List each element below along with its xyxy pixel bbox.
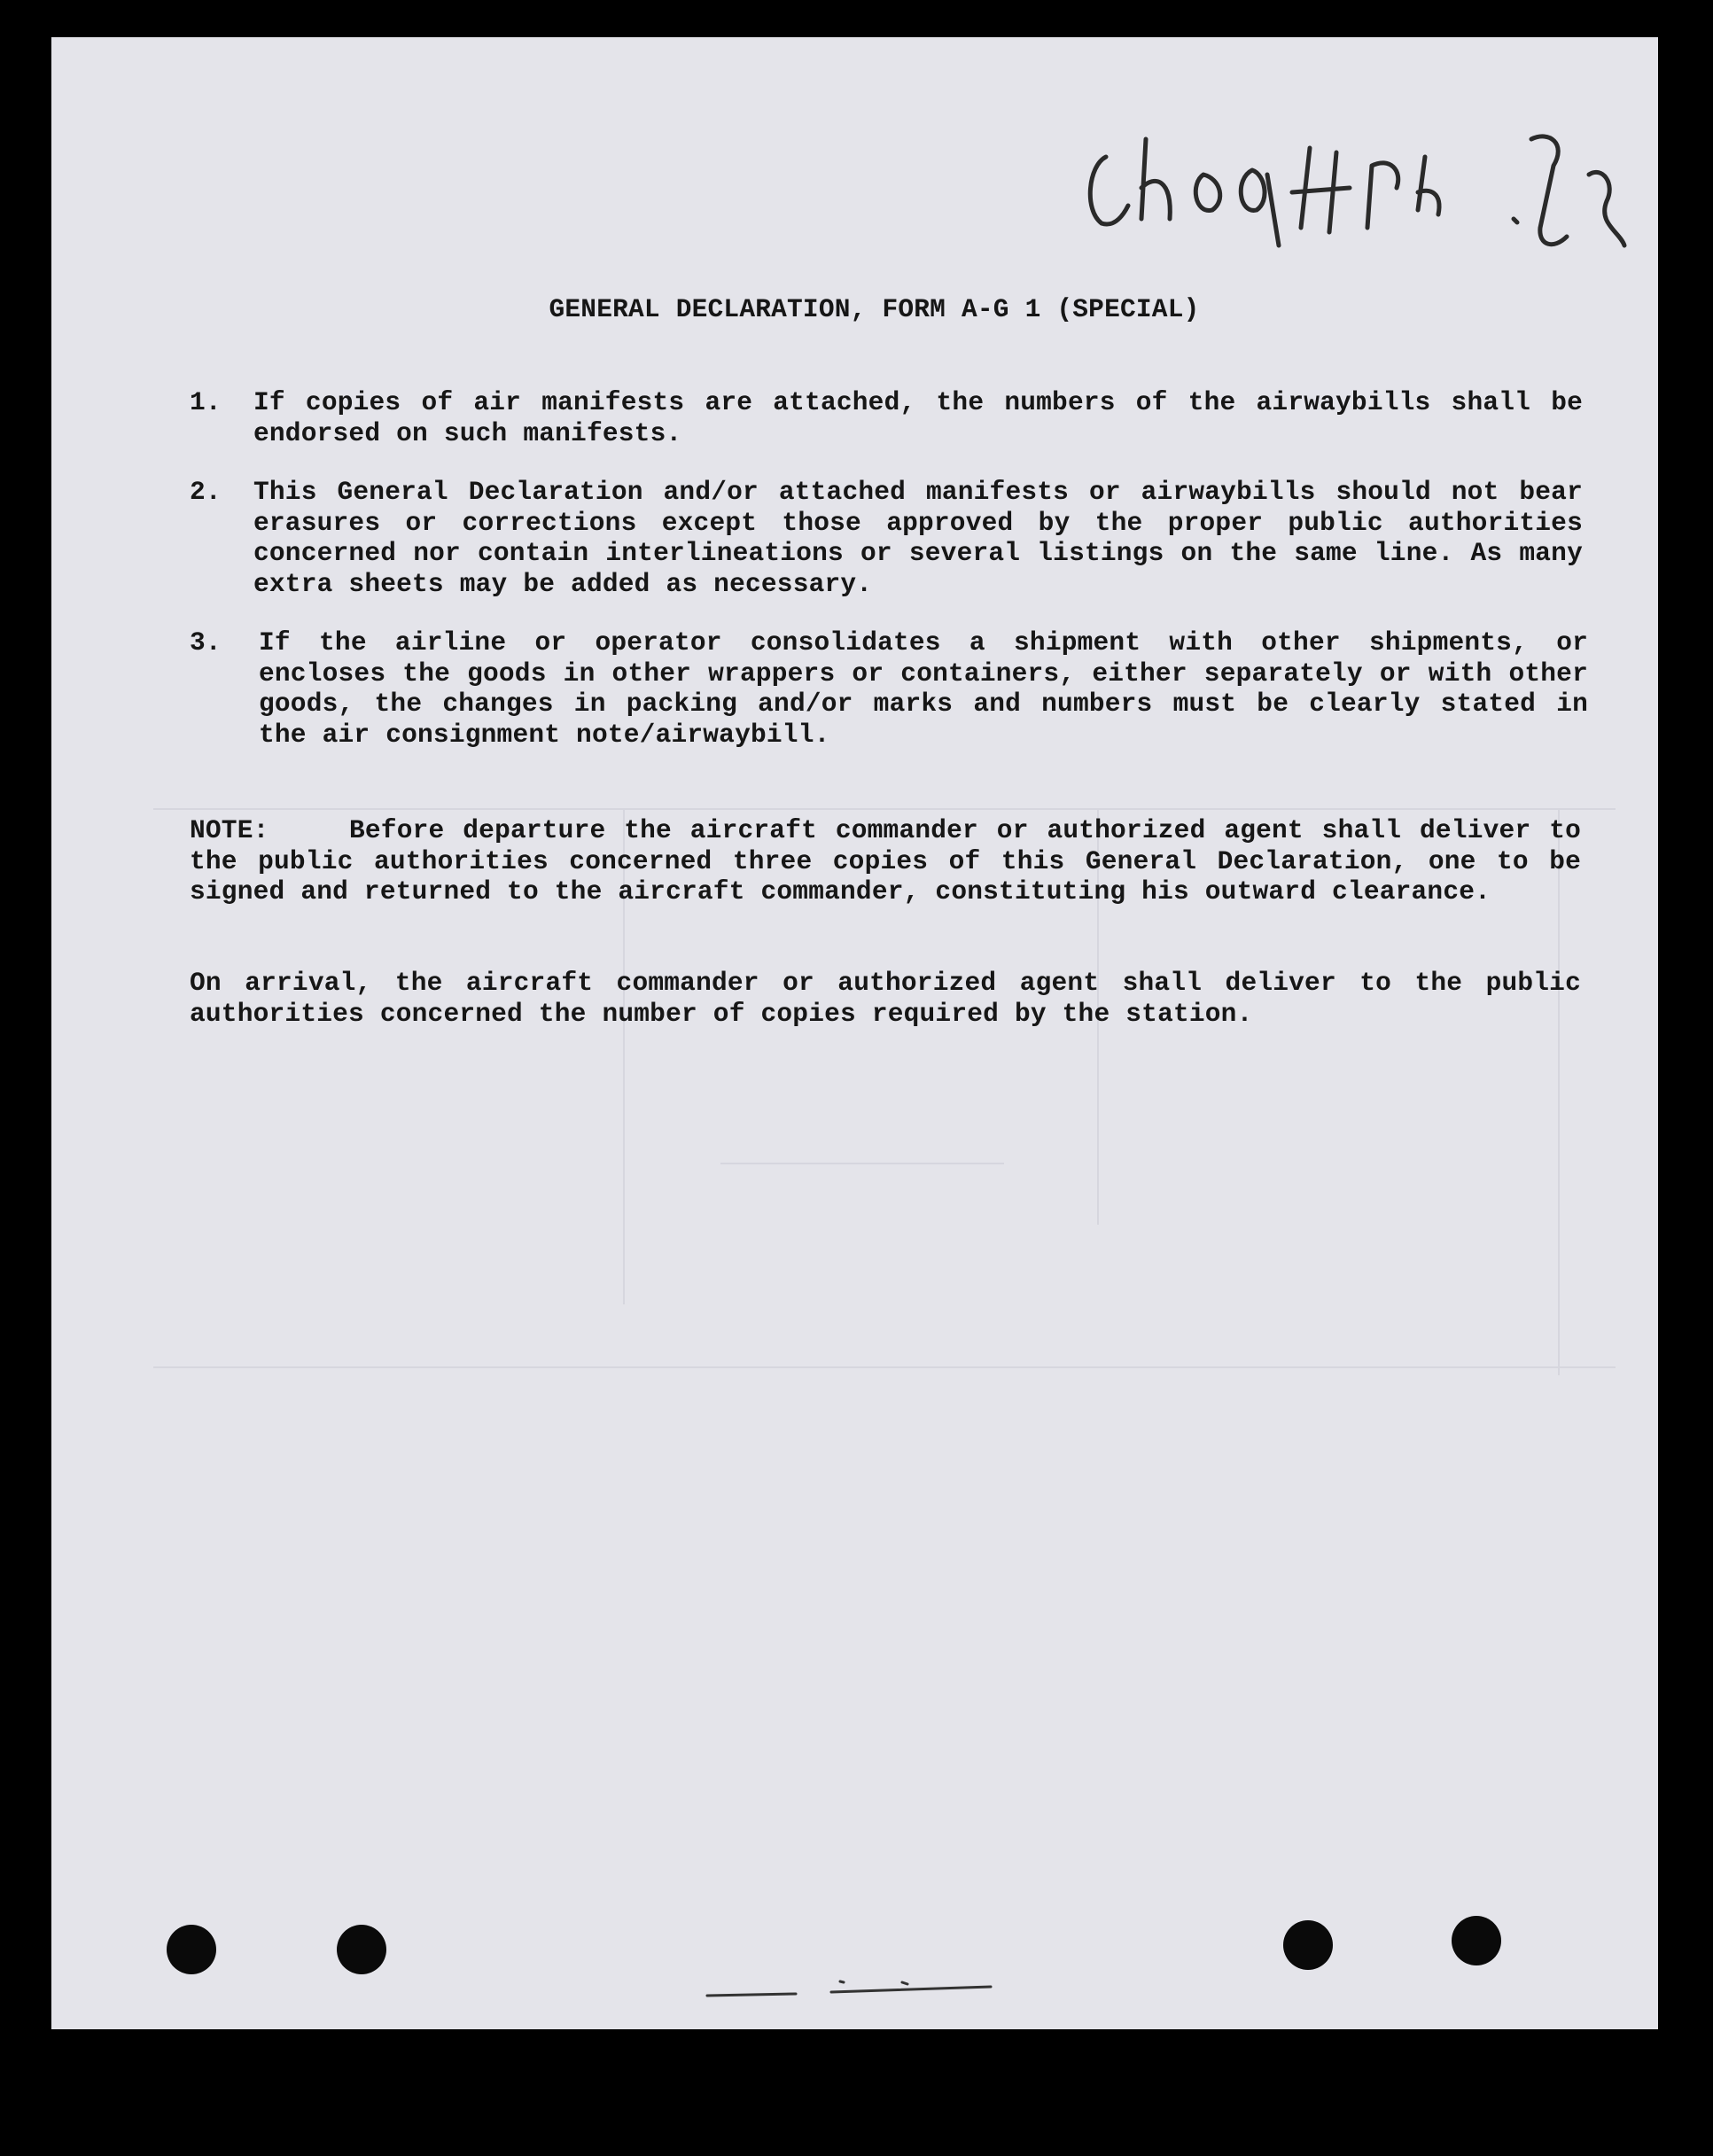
- bleed-through-line: [720, 1163, 1004, 1164]
- item-text: This General Declaration and/or attached manifests or airwaybills should not bear erasures or corrections except those approved by the proper public authorities concerned nor contain interlineations or several listings on the same line. As many extra sheets may be added as necessary.: [253, 477, 1583, 599]
- item-text: If the airline or operator consolidates a shipment with other shipments, or encloses the goods in other wrappers or containers, either separately or with other goods, the changes in packing and/or marks and numbers must be clearly stated in the air consignment note/airwaybill.: [259, 627, 1588, 750]
- handwritten-annotation: [1071, 104, 1638, 281]
- item-text: If copies of air manifests are attached, the numbers of the airwaybills shall be endorsed on such manifests.: [253, 387, 1583, 448]
- item-number: 3.: [190, 627, 222, 658]
- item-number: 2.: [190, 477, 222, 507]
- document-page: [51, 37, 1658, 2029]
- arrival-text: On arrival, the aircraft commander or authorized agent shall deliver to the public authorities concerned the number of copies required by the station.: [190, 968, 1581, 1029]
- arrival-paragraph: [190, 968, 1581, 1029]
- note-text: Before departure the aircraft commander or authorized agent shall deliver to the public authorities concerned three copies of this General Declaration, one to be signed and returned to the aircraft commander, constituting his outward clearance.: [190, 815, 1581, 907]
- item-number: 1.: [190, 387, 222, 417]
- document-title: GENERAL DECLARATION, FORM A-G 1 (SPECIAL): [549, 294, 1200, 324]
- note-label: NOTE:: [190, 815, 269, 845]
- bleed-through-line: [153, 1366, 1616, 1368]
- punch-hole: [337, 1925, 386, 1974]
- bleed-through-line: [153, 808, 1616, 810]
- bottom-marks: [698, 1978, 1017, 2004]
- punch-hole: [1452, 1916, 1501, 1965]
- note-paragraph: [190, 815, 1581, 907]
- punch-hole: [167, 1925, 216, 1974]
- punch-hole: [1283, 1920, 1333, 1970]
